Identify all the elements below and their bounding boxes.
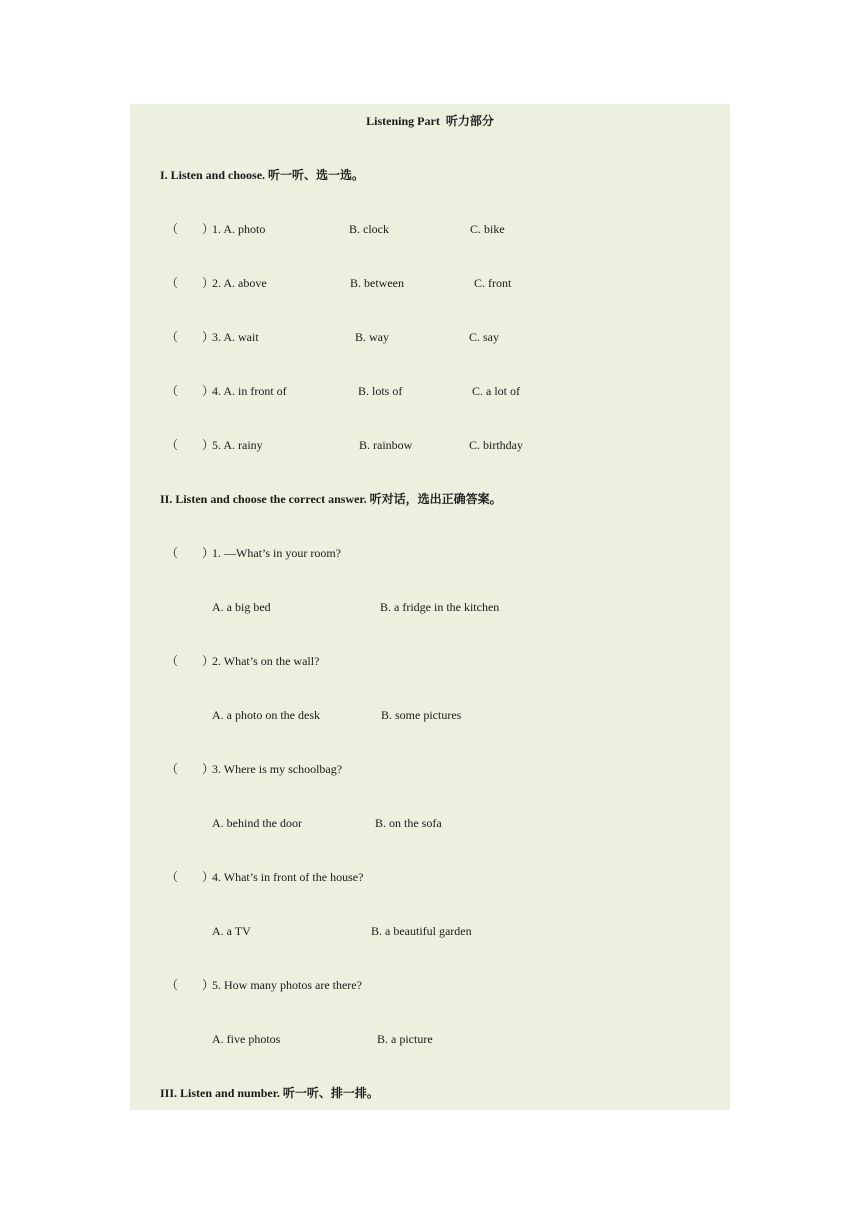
- option-b: B. on the sofa: [375, 816, 442, 830]
- option-a: A. five photos: [212, 1032, 281, 1046]
- option-a: A. a TV: [212, 924, 251, 938]
- question: 4. What’s in front of the house?: [212, 870, 364, 884]
- option-a: 1. A. photo: [212, 222, 266, 236]
- option-a: 5. A. rainy: [212, 438, 263, 452]
- option-c: C. a lot of: [472, 384, 520, 398]
- option-a: 3. A. wait: [212, 330, 259, 344]
- option-c: C. say: [469, 330, 499, 344]
- option-c: C. bike: [470, 222, 505, 236]
- section-2-heading: II. Listen and choose the correct answer. 听对话，选出正确答案。: [160, 492, 502, 506]
- question: 2. What’s on the wall?: [212, 654, 320, 668]
- option-a: A. a big bed: [212, 600, 271, 614]
- option-a: A. behind the door: [212, 816, 302, 830]
- answer-paren[interactable]: （ ）: [166, 762, 215, 776]
- page-title: Listening Part 听力部分: [366, 114, 494, 128]
- question: 5. How many photos are there?: [212, 978, 362, 992]
- answer-paren[interactable]: （ ）: [166, 546, 215, 560]
- option-a: 4. A. in front of: [212, 384, 287, 398]
- answer-paren[interactable]: （ ）: [166, 222, 215, 236]
- answer-paren[interactable]: （ ）: [166, 654, 215, 668]
- option-b: B. lots of: [358, 384, 403, 398]
- section-3-heading: III. Listen and number. 听一听、排一排。: [160, 1086, 379, 1100]
- option-b: B. a picture: [377, 1032, 433, 1046]
- option-b: B. a beautiful garden: [371, 924, 472, 938]
- answer-paren[interactable]: （ ）: [166, 438, 215, 452]
- answer-paren[interactable]: （ ）: [166, 978, 215, 992]
- option-b: B. some pictures: [381, 708, 462, 722]
- option-c: C. birthday: [469, 438, 523, 452]
- option-b: B. a fridge in the kitchen: [380, 600, 500, 614]
- option-b: B. way: [355, 330, 389, 344]
- option-a: 2. A. above: [212, 276, 267, 290]
- answer-paren[interactable]: （ ）: [166, 276, 215, 290]
- option-b: B. clock: [349, 222, 389, 236]
- option-b: B. rainbow: [359, 438, 413, 452]
- option-a: A. a photo on the desk: [212, 708, 320, 722]
- section-1-heading: I. Listen and choose. 听一听、选一选。: [160, 168, 365, 182]
- answer-paren[interactable]: （ ）: [166, 870, 215, 884]
- answer-paren[interactable]: （ ）: [166, 384, 215, 398]
- question: 1. —What’s in your room?: [212, 546, 341, 560]
- option-b: B. between: [350, 276, 404, 290]
- question: 3. Where is my schoolbag?: [212, 762, 343, 776]
- option-c: C. front: [474, 276, 512, 290]
- answer-paren[interactable]: （ ）: [166, 330, 215, 344]
